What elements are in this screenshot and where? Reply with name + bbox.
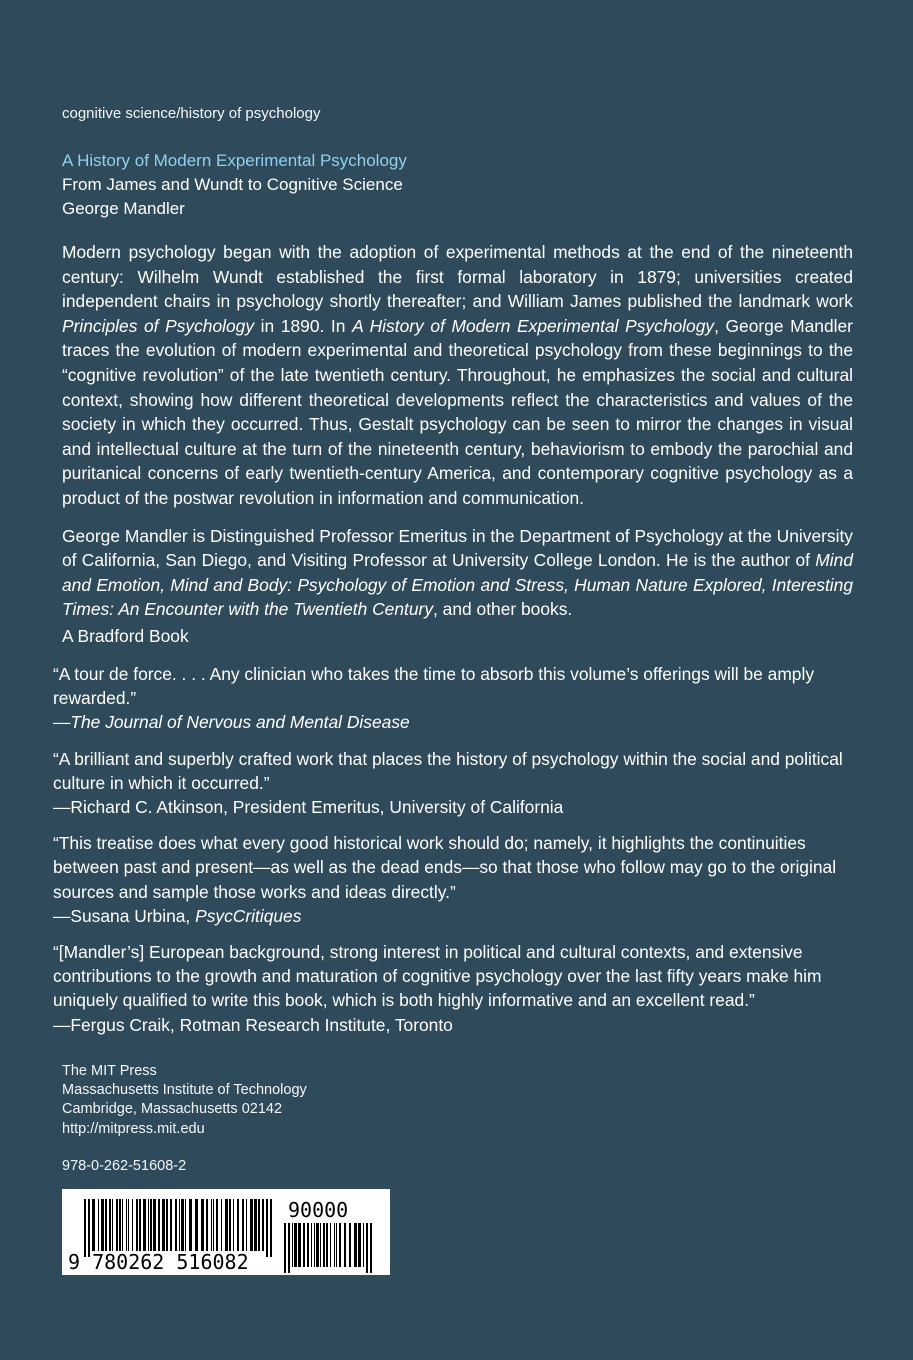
review-source-publication: PsycCritiques — [195, 905, 302, 926]
barcode-bar — [88, 1199, 90, 1257]
barcode-bar — [206, 1199, 208, 1251]
barcode-bar — [266, 1199, 268, 1257]
barcode-bar — [136, 1199, 138, 1251]
barcode-main-digits: 9 780262 516082 — [68, 1250, 249, 1274]
author-bio-works: Mind and Emotion, Mind and Body: Psychology of Emotion and Stress, Human Nature Explored, Interesting Times: An Encounter with the Twentieth Century — [62, 550, 853, 620]
review-quote: “This treatise does what every good historical work should do; namely, it highlights the continuities between past and present—as well as the dead ends—so that those who follow may go to the original sources and sample those works and ideas directly.” — [53, 833, 837, 902]
barcode-bar — [334, 1223, 335, 1267]
barcode-bar — [201, 1199, 204, 1251]
description-paragraph — [62, 240, 853, 511]
review-item — [53, 747, 853, 820]
barcode-bar — [105, 1199, 107, 1251]
barcode-bar — [150, 1199, 152, 1251]
review-item — [53, 662, 853, 735]
description-text-a: Modern psychology began with the adoption of experimental methods at the end of the nineteenth century: Wilhelm Wundt established the first formal laboratory in 1879; universities created independent chairs in psychology shortly thereafter; and William James published the landmark work — [62, 242, 853, 312]
barcode-bar — [143, 1199, 146, 1251]
book-title: A History of Modern Experimental Psychology — [62, 151, 407, 170]
barcode-bar — [258, 1199, 260, 1251]
barcode-bar — [303, 1223, 305, 1267]
barcode-bar — [358, 1223, 361, 1267]
barcode-bar — [162, 1199, 165, 1251]
review-source-prefix: — — [53, 712, 71, 733]
review-quote: “A tour de force. . . . Any clinician who takes the time to absorb this volume’s offerings will be amply rewarded.” — [53, 664, 815, 709]
barcode-bar — [363, 1223, 364, 1267]
barcode-bars-addon — [284, 1223, 372, 1273]
barcode-bar — [101, 1199, 104, 1251]
barcode-bar — [229, 1199, 231, 1251]
barcode-bar — [128, 1199, 129, 1251]
review-source-prefix: —Susana Urbina, — [53, 905, 196, 926]
barcode-bar — [349, 1223, 351, 1267]
barcode-bar — [216, 1199, 218, 1251]
barcode-bar — [132, 1199, 133, 1251]
barcode — [62, 1189, 390, 1275]
barcode-bar — [323, 1223, 325, 1267]
barcode-bar — [292, 1223, 293, 1267]
review-quote: “[Mandler’s] European background, strong interest in political and cultural contexts, and extensive contributions to the growth and maturation of cognitive psychology over the last fifty years make him uniquely qualified to write this book, which is both highly informative and an excellent read.” — [53, 942, 822, 1011]
review-source-prefix: —Richard C. Atkinson, President Emeritus, University of California — [53, 797, 564, 818]
review-source-publication: The Journal of Nervous and Mental Disease — [70, 712, 410, 733]
book-subtitle: From James and Wundt to Cognitive Science — [62, 175, 403, 194]
barcode-bar — [84, 1199, 86, 1257]
barcode-bar — [250, 1199, 253, 1251]
publisher-name: The MIT Press — [62, 1063, 157, 1079]
publisher-address: Cambridge, Massachusetts 02142 — [62, 1101, 283, 1118]
barcode-bar — [158, 1199, 160, 1251]
barcode-bar — [284, 1223, 286, 1273]
barcode-bar — [316, 1223, 319, 1267]
review-source — [53, 1013, 853, 1037]
description-block — [62, 240, 853, 635]
barcode-bar — [221, 1199, 222, 1251]
barcode-bar — [139, 1199, 141, 1251]
review-source — [53, 904, 853, 928]
barcode-bar — [288, 1223, 290, 1273]
barcode-bar — [320, 1223, 321, 1267]
barcode-bar — [153, 1199, 156, 1251]
publisher-institution: Massachusetts Institute of Technology — [62, 1082, 307, 1099]
barcode-bar — [126, 1199, 127, 1251]
barcode-bar — [330, 1223, 331, 1267]
description-work-title: A History of Modern Experimental Psychology — [352, 315, 715, 336]
barcode-bar — [237, 1199, 239, 1251]
review-source-prefix: —Fergus Craik, Rotman Research Institute, Toronto — [53, 1014, 453, 1035]
barcode-bar — [262, 1199, 264, 1251]
barcode-bar — [270, 1199, 272, 1257]
barcode-bar — [122, 1199, 123, 1251]
barcode-bar — [336, 1223, 337, 1267]
author-bio-paragraph — [62, 524, 853, 622]
description-work-title: Principles of Psychology — [62, 315, 255, 336]
barcode-bar — [211, 1199, 212, 1251]
barcode-bar — [175, 1199, 177, 1251]
barcode-bar — [246, 1199, 247, 1251]
barcode-bar — [233, 1199, 234, 1251]
barcode-bar — [189, 1199, 192, 1251]
imprint-label: A Bradford Book — [62, 626, 189, 646]
barcode-bar — [311, 1223, 312, 1267]
barcode-bar — [116, 1199, 118, 1251]
review-item — [53, 940, 853, 1037]
barcode-bar — [92, 1199, 95, 1251]
review-quote: “A brilliant and superbly crafted work that places the history of psychology within the social and political culture in which it occurred.” — [53, 748, 843, 793]
barcode-bar — [354, 1223, 357, 1267]
category-label: cognitive science/history of psychology — [62, 105, 321, 122]
barcode-bar — [109, 1199, 111, 1251]
barcode-bar — [366, 1223, 368, 1273]
barcode-bars-main — [84, 1199, 272, 1257]
reviews-list — [53, 662, 853, 1049]
description-text-c: , George Mandler traces the evolution of modern experimental and theoretical psychology from these beginnings to the “cognitive revolution” of the late twentieth century. Throughout, he emphasizes the social and cultural context, showing how different theoretical developments reflect the characteristics and values of the society in which they occurred. Thus, Gestalt psychology can be seen to mirror the changes in visual and intellectual culture at the turn of the nineteenth century, behaviorism to embody the parochial and puritanical concerns of early twentieth-century America, and contemporary cognitive psychology as a product of the postwar revolution in information and communication. — [62, 315, 853, 508]
barcode-bar — [326, 1223, 328, 1267]
barcode-bar — [119, 1199, 121, 1251]
barcode-bar — [294, 1223, 297, 1267]
barcode-bar — [344, 1223, 346, 1267]
barcode-bar — [112, 1199, 113, 1251]
author-bio-tail: , and other books. — [433, 599, 573, 620]
barcode-graphic — [62, 1189, 390, 1275]
barcode-bar — [225, 1199, 228, 1251]
publisher-block — [62, 1062, 307, 1139]
barcode-bar — [166, 1199, 168, 1251]
publisher-url: http://mitpress.mit.edu — [62, 1120, 205, 1137]
barcode-bar — [170, 1199, 172, 1251]
review-source — [53, 795, 853, 819]
review-item — [53, 831, 853, 928]
barcode-bar — [242, 1199, 244, 1251]
author-bio-text: George Mandler is Distinguished Professor Emeritus in the Department of Psychology at the University of California, San Diego, and Visiting Professor at University College London. He is the author of — [62, 525, 853, 571]
review-source — [53, 710, 853, 734]
barcode-bar — [195, 1199, 198, 1251]
barcode-bar — [185, 1199, 186, 1251]
book-author: George Mandler — [62, 199, 185, 218]
barcode-bar — [148, 1199, 149, 1251]
title-block — [62, 149, 862, 221]
barcode-bar — [370, 1223, 372, 1273]
description-text-b: in 1890. In — [254, 315, 353, 336]
barcode-bar — [181, 1199, 184, 1251]
barcode-bar — [314, 1223, 315, 1267]
barcode-addon-digits: 90000 — [288, 1198, 349, 1222]
barcode-bar — [213, 1199, 214, 1251]
barcode-bar — [298, 1223, 301, 1267]
barcode-bar — [98, 1199, 99, 1251]
barcode-bar — [254, 1199, 257, 1251]
barcode-bar — [307, 1223, 309, 1267]
barcode-bar — [179, 1199, 180, 1251]
isbn-number: 978-0-262-51608-2 — [62, 1158, 187, 1174]
barcode-bar — [339, 1223, 341, 1267]
